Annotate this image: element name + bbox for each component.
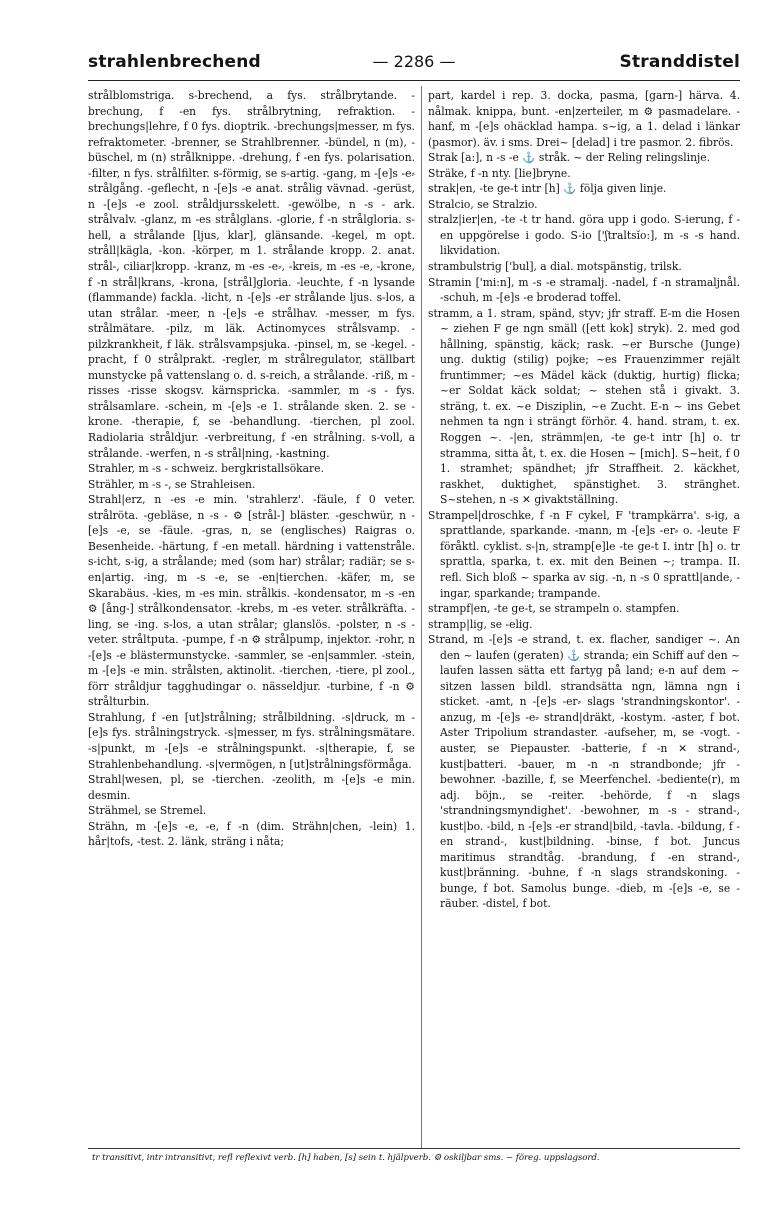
dictionary-entry: Strampel|droschke, f -n F cykel, F 'trampkärra'. s-ig, a sprattlande, sparkande. -mann, m -[e]s -er⸗ o. -leute F föråktl. cyklist. s-|n, stramp[e]le -te ge-t I. intr [h] o. tr sprattla, sparka, t. ex. mit den Beinen ~; trampa. II. refl. Sich bloß ~ sparka av sig. -n, n -s 0 sprattl|ande, -ingar, sparkande; trampande. xyxy=(428,508,740,600)
dictionary-entry: Stramin ['mi:n], m -s -e stramalj. -nadel, f -n stramaljnål. -schuh, m -[e]s -e broderad toffel. xyxy=(428,275,740,305)
page-number: — 2286 — xyxy=(372,52,456,71)
dictionary-entry: Strähler, m -s -, se Strahleisen. xyxy=(88,477,256,491)
column-divider xyxy=(421,86,422,1148)
header-rule xyxy=(88,80,740,81)
dictionary-entry: Stralcio, se Stralzio. xyxy=(428,197,538,211)
dictionary-entry: strambulstrig ['bul], a dial. motspänstig, trilsk. xyxy=(428,260,682,274)
abbreviation-legend: tr transitivt, intr intransitivt, refl reflexivt verb. [h] haben, [s] sein t. hjälpverb. ⚙ oskiljbar sms. ~ föreg. uppslagsord. xyxy=(92,1153,600,1163)
right-column xyxy=(428,88,740,912)
dictionary-entry: stramp|lig, se -elig. xyxy=(428,617,533,631)
page-header xyxy=(88,52,740,76)
dictionary-entry: strålblomstriga. s-brechend, a fys. strålbrytande. -brechung, f -en fys. strålbrytning, refraktion. -brechungs|lehre, f 0 fys. dioptrik. -brechungs|messer, m fys. refraktometer. -brenner, se Strahlbrenner. -bündel, n (m), -büschel, m (n) strålknippe. -drehung, f -en fys. polarisation. -filter, n fys. strålfilter. s-förmig, se s-artig. -gang, m -[e]s -e⸗ strålgång. -geflecht, n -[e]s -e anat. strålig vävnad. -gerüst, n -[e]s -e zool. stråldjursskelett. -gewölbe, n -s - ark. strålvalv. -glanz, m -es strålglans. -glorie, f -n strålgloria. s-hell, a strålande [ljus, klar], glänsande. -kegel, m opt. stråll|kägla, -kon. -körper, m 1. strålande kropp. 2. anat. strål-, ciliar|kropp. -kranz, m -es -e⸗, -kreis, m -es -e, -krone, f -n strål|krans, -krona, [strål]gloria. -leuchte, f -n lysande (flammande) fackla. -licht, n -[e]s -er strålande ljus. s-los, a utan strålar. -meer, n -[e]s -e strålhav. -messer, m fys. strålmätare. -pilz, m läk. Actinomyces strålsvamp. -pilzkrankheit, f läk. strålsvampsjuka. -pinsel, m, se -kegel. -pracht, f 0 strålprakt. -regler, m strålregulator, ställbart munstycke på vattenslang o. d. s-reich, a strålande. -riß, m -risses -risse skogsv. kärnspricka. -sammler, m -s - fys. strålsamlare. -schein, m -[e]s -e 1. strålande sken. 2. se -krone. -therapie, f, se -behandlung. -tierchen, pl zool. Radiolaria stråldjur. -verbreitung, f -en strålning. s-voll, a strålande. -werfen, n -s strål|ning, -kastning. xyxy=(88,89,415,460)
header-last-headword: Stranddistel xyxy=(619,52,740,72)
dictionary-entry: stramm, a 1. stram, spänd, styv; jfr straff. E-m die Hosen ~ ziehen F ge ngn smäll ([ett kok] stryk). 2. med god hållning, spänstig, käck; rask. ~er Bursche (Junge) ung. duktig (stilig) pojke; ~es Frauenzimmer rejält fruntimmer; ~es Mädel käck (duktig, hurtig) flicka; ~er Soldat käck soldat; ~ stehen stå i givakt. 3. sträng, t. ex. ~e Disziplin, ~e Zucht. E-n ~ ins Gebet nehmen ta ngn i strängt förhör. 4. hand. stram, t. ex. Roggen ~. -|en, strämm|en, -te ge-t intr [h] o. tr stramma, sitta åt, t. ex. die Hosen ~ [mich]. S~heit, f 0 1. stramhet; spändhet; jfr Straffheit. 2. käckhet, raskhet, duktighet, spänstighet. 3. stränghet. S~stehen, n -s ✕ givaktställning. xyxy=(428,306,740,507)
dictionary-entry: Strand, m -[e]s -e strand, t. ex. flacher, sandiger ~. An den ~ laufen (geraten) ⚓ stranda; ein Schiff auf den ~ laufen lassen sätta ett fartyg på land; e-n auf dem ~ sitzen lassen bildl. strandsätta ngn, lämna ngn i sticket. -amt, n -[e]s -er⸗ slags 'strandningskontor'. -anzug, m -[e]s -e⸗ strand|dräkt, -kostym. -aster, f bot. Aster Tripolium strandaster. -aufseher, m, se -vogt. -auster, se Piepauster. -batterie, f -n ✕ strand-, kust|batteri. -bauer, m -n -n strandbonde; jfr -bewohner. -bazille, f, se Meerfenchel. -bediente(r), m adj. böjn., se -reiter. -behörde, f -n slags 'strandningsmyndighet'. -bewohner, m -s - strand-, kust|bo. -bild, n -[e]s -er strand|bild, -tavla. -bildung, f -en strand-, kust|bildning. -binse, f bot. Juncus maritimus strandtåg. -brandung, f -en strand-, kust|bränning. -buhne, f -n slags strandskoning. -bunge, f bot. Samolus bunge. -dieb, m -[e]s -e, se -räuber. -distel, f bot. xyxy=(428,633,740,911)
dictionary-entry: strak|en, -te ge-t intr [h] ⚓ följa given linje. xyxy=(428,182,667,196)
dictionary-entry: Strähn, m -[e]s -e, -e, f -n (dim. Strähn|chen, -lein) 1. hår|tofs, -test. 2. länk, sträng i nåta; xyxy=(88,819,415,849)
dictionary-entry: Strahler, m -s - schweiz. bergkristallsökare. xyxy=(88,462,324,476)
dictionary-entry: Strahl|erz, n -es -e min. 'strahlerz'. -fäule, f 0 veter. strålröta. -gebläse, n -s - ⚙ [strål-] bläster. -geschwür, n -[e]s -e, se -fäule. -gras, n, se (englisches) Raigras o. Besenheide. -härtung, f -en metall. härdning i vattenstråle. s-icht, s-ig, a strålande; med (som har) strålar; radiär; se s-en|artig. -ing, m -s -e, se -en|tierchen. -käfer, m, se Skarabäus. -kies, m -es min. strålkis. -kondensator, m -s -en ⚙ [ång-] strålkondensator. -krebs, m -es veter. strålkräfta. -ling, se -ing. s-los, a utan strålar; glanslös. -polster, n -s - veter. stråltputa. -pumpe, f -n ⚙ strålpump, injektor. -rohr, n -[e]s -e blästermunstycke. -sammler, se -en|sammler. -stein, m -[e]s -e min. strålsten, aktinolit. -tierchen, -tiere, pl zool., förr stråldjur tagghudingar o. nässeldjur. -turbine, f -n ⚙ strålturbin. xyxy=(88,493,415,709)
dictionary-entry: Strahl|wesen, pl, se -tierchen. -zeolith, m -[e]s -e min. desmin. xyxy=(88,773,415,802)
header-first-headword: strahlenbrechend xyxy=(88,52,261,72)
left-column xyxy=(88,88,415,850)
dictionary-entry: stralz|ier|en, -te -t tr hand. göra upp i godo. S-ierung, f -en uppgörelse i godo. S-io ['ʃtraltsĭo:], m -s -s hand. likvidation. xyxy=(428,213,740,258)
footer-rule xyxy=(88,1148,740,1149)
dictionary-entry: Strähmel, se Stremel. xyxy=(88,804,207,818)
dictionary-entry: Sträke, f -n nty. [lie]bryne. xyxy=(428,166,571,180)
dictionary-entry: Strahlung, f -en [ut]strålning; strålbildning. -s|druck, m -[e]s fys. strålningstryck. -s|messer, m fys. strålningsmätare. -s|punkt, m -[e]s -e strålningspunkt. -s|therapie, f, se Strahlenbehandlung. -s|vermögen, n [ut]strålningsförmåga. xyxy=(88,710,415,771)
dictionary-entry: strampf|en, -te ge-t, se strampeln o. stampfen. xyxy=(428,602,680,616)
dictionary-entry: Strak [a:], n -s -e ⚓ stråk. ~ der Reling relingslinje. xyxy=(428,151,711,165)
dictionary-entry: part, kardel i rep. 3. docka, pasma, [garn-] härva. 4. nålmak. knippa, bunt. -en|zerteiler, m ⚙ pasmadelare. -hanf, m -[e]s ohäcklad hampa. s~ig, a 1. delad i länkar (pasmor). äv. i sms. Drei~ [delad] i tre pasmor. 2. fibrös. xyxy=(428,89,740,149)
